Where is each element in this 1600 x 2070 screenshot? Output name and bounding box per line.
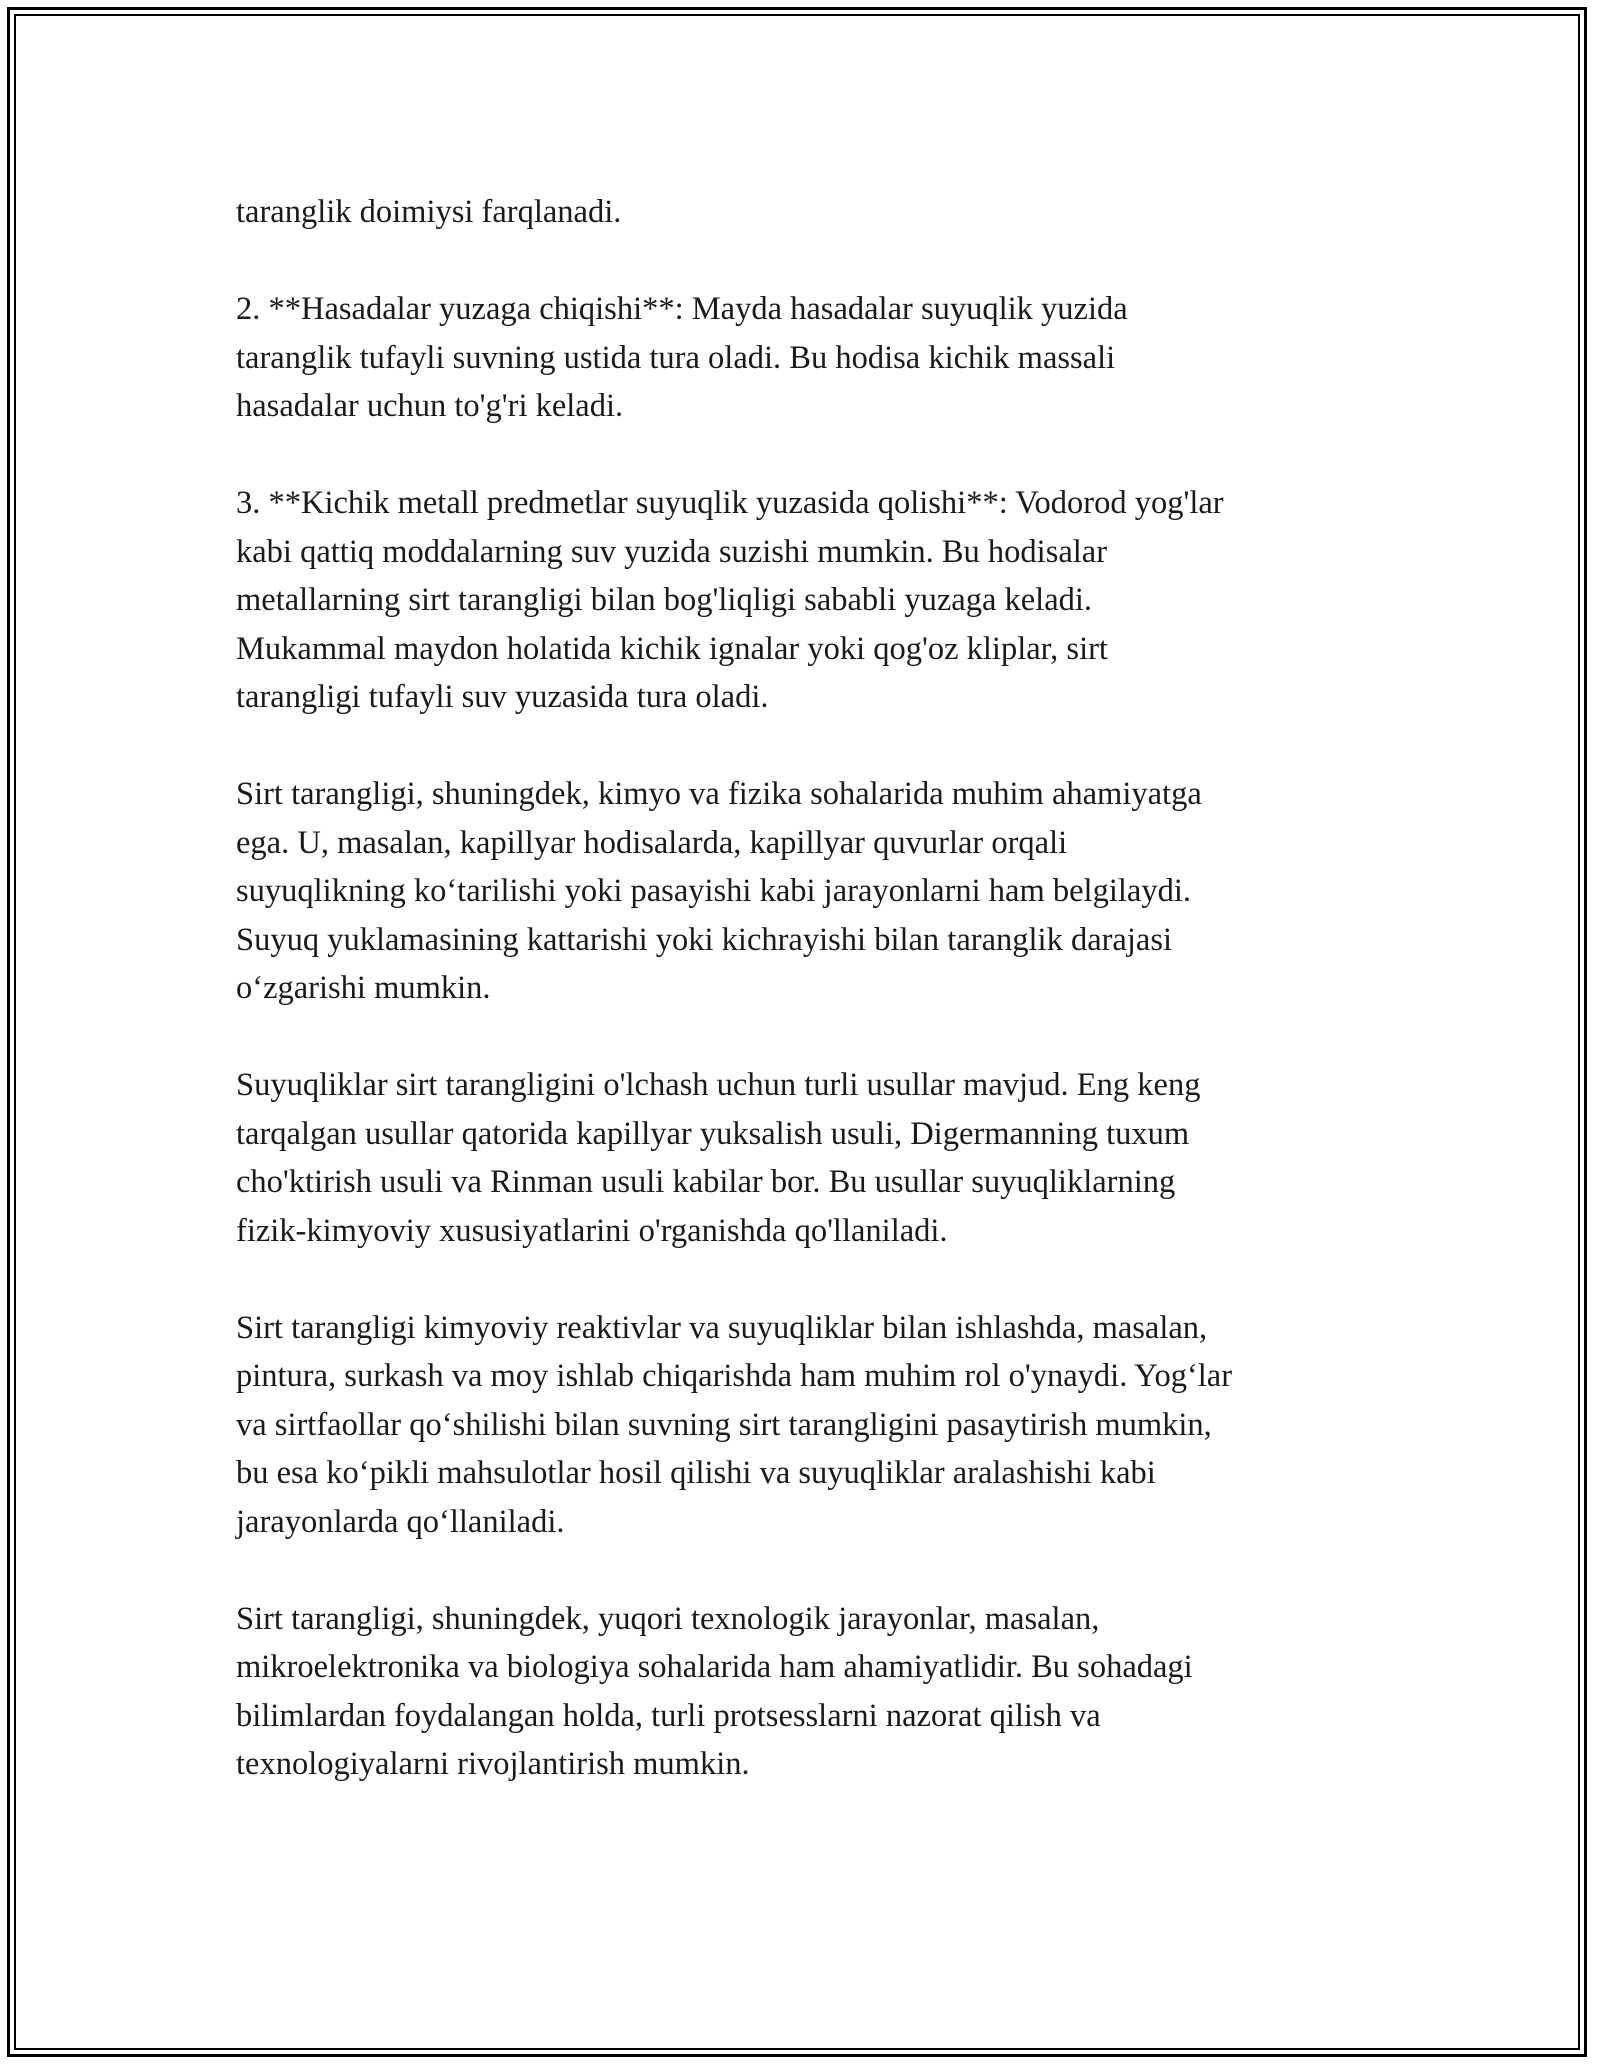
paragraph-6: Sirt tarangligi kimyoviy reaktivlar va suyuqliklar bilan ishlashda, masalan, pintura, surkash va moy ishlab chiqarishda ham muhim rol o'ynaydi. Yog‘lar va sirtfaollar qo‘shilishi bilan suvning sirt tarangligini pasaytirish mumkin, bu esa ko‘pikli mahsulotlar hosil qilishi va suyuqliklar aralashishi kabi jarayonlarda qo‘llaniladi. (236, 1309, 1233, 1540)
paragraph-5: Suyuqliklar sirt tarangligini o'lchash uchun turli usullar mavjud. Eng keng tarqalgan usullar qatorida kapillyar yuksalish usuli, Digermanning tuxum cho'ktirish usuli va Rinman usuli kabilar bor. Bu usullar suyuqliklarning fizik-kimyoviy xususiyatlarini o'rganishda qo'llaniladi. (236, 1067, 1201, 1249)
paragraph-7: Sirt tarangligi, shuningdek, yuqori texnologik jarayonlar, masalan, mikroelektronika va biologiya sohalarida ham ahamiyatlidir. Bu sohadagi bilimlardan foydalangan holda, turli protsesslarni nazorat qilish va texnologiyalarni rivojlantirish mumkin. (236, 1600, 1193, 1782)
paragraph-4: Sirt tarangligi, shuningdek, kimyo va fizika sohalarida muhim ahamiyatga ega. U, masalan, kapillyar hodisalarda, kapillyar quvurlar orqali suyuqlikning ko‘tarilishi yoki pasayishi kabi jarayonlarni ham belgilaydi. Suyuq yuklamasining kattarishi yoki kichrayishi bilan taranglik darajasi o‘zgarishi mumkin. (236, 776, 1202, 1006)
paragraph-1: taranglik doimiysi farqlanadi. (236, 194, 622, 230)
paragraph-3: 3. **Kichik metall predmetlar suyuqlik yuzasida qolishi**: Vodorod yog'lar kabi qattiq moddalarning suv yuzida suzishi mumkin. Bu hodisalar metallarning sirt tarangligi bilan bog'liqligi sababli yuzaga keladi. Mukammal maydon holatida kichik ignalar yoki qog'oz kliplar, sirt tarangligi tufayli suv yuzasida tura oladi. (236, 485, 1224, 715)
document-body (236, 188, 1376, 1837)
paragraph-2: 2. **Hasadalar yuzaga chiqishi**: Mayda hasadalar suyuqlik yuzida taranglik tufayli suvning ustida tura oladi. Bu hodisa kichik massali hasadalar uchun to'g'ri keladi. (236, 291, 1128, 424)
